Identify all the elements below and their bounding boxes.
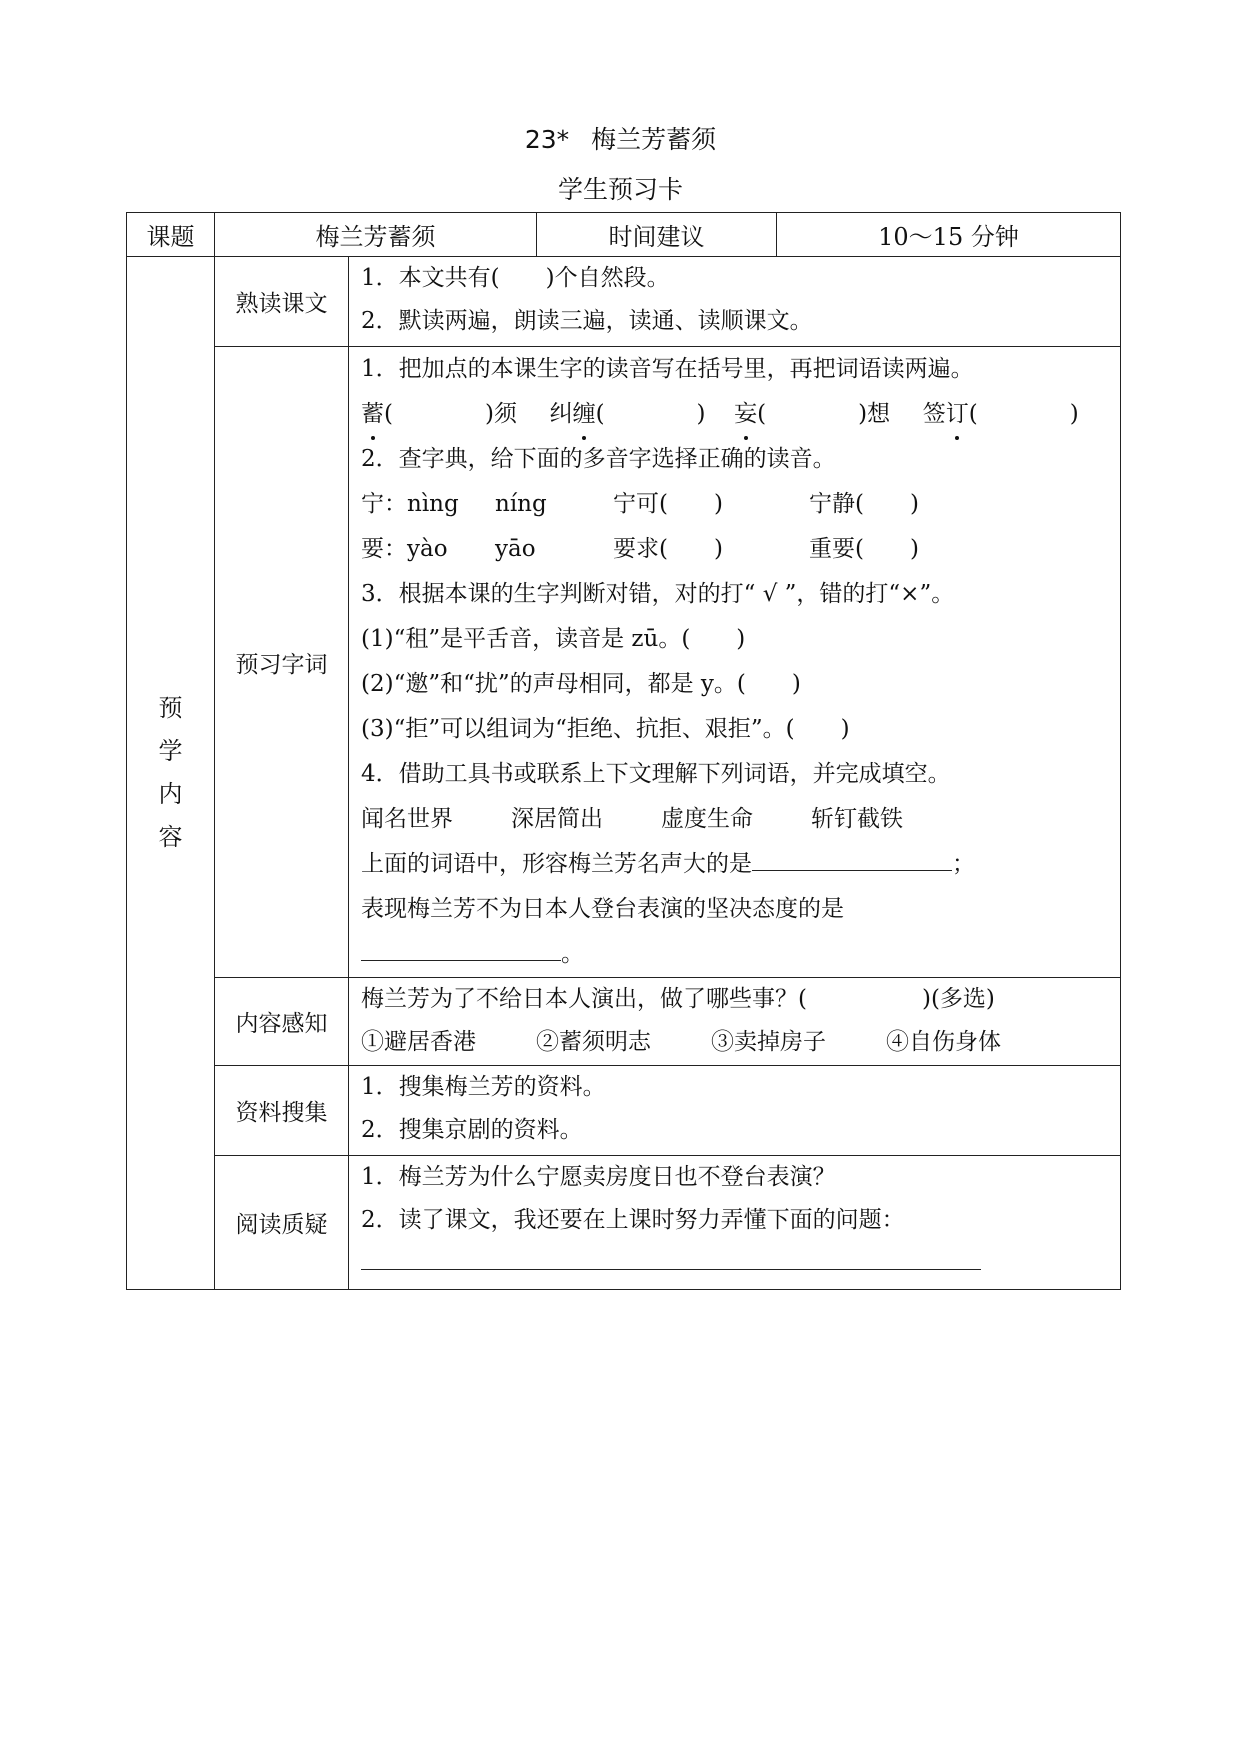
polyphone-word: 宁静( ) [809, 491, 919, 517]
polyphone-char: 要：yào [361, 536, 448, 562]
section-neirong [127, 978, 1121, 1066]
text-line: 1．梅兰芳为什么宁愿卖房度日也不登台表演？ [361, 1164, 836, 1190]
section-label-shudu: 熟读课文 [215, 257, 349, 347]
polyphone-word: 宁可( ) [613, 491, 723, 517]
text-line: 1．搜集梅兰芳的资料。 [361, 1074, 606, 1100]
fill-prompt: 表现梅兰芳不为日本人登台表演的坚决态度的是 [361, 896, 844, 922]
lesson-name: 梅兰芳蓄须 [591, 125, 717, 154]
dotted-words-line [361, 392, 1108, 437]
option: ①避居香港 [361, 1029, 476, 1055]
answer-bracket: ( )想 [757, 401, 891, 427]
answer-blank[interactable] [361, 938, 561, 961]
section-shudu [127, 257, 1121, 347]
polyphone-char: 宁：nìng [361, 491, 459, 517]
time-value: 10～15 分钟 [777, 213, 1121, 257]
vocab-word: 闻名世界 [361, 806, 453, 832]
answer-blank[interactable] [361, 1247, 981, 1270]
answer-blank[interactable] [752, 848, 952, 871]
section-content-shudu [349, 257, 1121, 347]
text-line: 2．搜集京剧的资料。 [361, 1117, 583, 1143]
word-char: 签 [922, 401, 946, 427]
side-char: 预 [158, 694, 183, 722]
text-line: 2．默读两遍，朗读三遍，读通、读顺课文。 [361, 308, 813, 334]
dotted-char: 妄 [734, 392, 757, 437]
side-label [127, 257, 215, 1290]
option: ④自伤身体 [886, 1029, 1001, 1055]
question-line: 3．根据本课的生字判断对错，对的打“ √ ”，错的打“×”。 [361, 581, 955, 607]
section-content-neirong [349, 978, 1121, 1066]
polyphone-line [361, 527, 1108, 572]
section-label-ziliao: 资料搜集 [215, 1066, 349, 1156]
section-label-yuxi: 预习字词 [215, 347, 349, 978]
judge-item: (3)“拒”可以组词为“拒绝、抗拒、艰拒”。( ) [361, 716, 850, 742]
lesson-title [0, 120, 1241, 156]
section-content-yuxi [349, 347, 1121, 978]
vocab-word: 深居简出 [511, 806, 603, 832]
answer-bracket: ( ) [968, 401, 1079, 427]
dotted-char: 订 [946, 392, 969, 437]
polyphone-alt: níng [495, 491, 547, 517]
side-char: 容 [158, 823, 183, 851]
judge-item: (2)“邀”和“扰”的声母相同，都是 y。( ) [361, 671, 801, 697]
polyphone-word: 要求( ) [613, 536, 723, 562]
side-char: 学 [158, 737, 183, 765]
topic-value: 梅兰芳蓄须 [215, 213, 537, 257]
polyphone-line [361, 482, 1108, 527]
answer-bracket: ( )须 [384, 401, 517, 427]
vocab-word: 虚度生命 [661, 806, 753, 832]
section-yuedu [127, 1156, 1121, 1290]
section-content-ziliao [349, 1066, 1121, 1156]
word-char: 纠 [549, 401, 573, 427]
section-label-neirong: 内容感知 [215, 978, 349, 1066]
fill-end: 。 [561, 941, 584, 967]
text-line: 1．本文共有( )个自然段。 [361, 265, 670, 291]
answer-bracket: ( ) [595, 401, 706, 427]
preview-card-table [126, 212, 1121, 1290]
time-label: 时间建议 [537, 213, 777, 257]
lesson-number: 23* [524, 125, 570, 154]
option: ②蓄须明志 [536, 1029, 651, 1055]
section-yuxi [127, 347, 1121, 978]
fill-prompt: 上面的词语中，形容梅兰芳名声大的是 [361, 851, 752, 877]
polyphone-word: 重要( ) [809, 536, 919, 562]
card-subtitle: 学生预习卡 [557, 175, 683, 204]
side-char: 内 [158, 780, 183, 808]
vocab-line [361, 797, 1108, 842]
question-line: 1．把加点的本课生字的读音写在括号里，再把词语读两遍。 [361, 356, 974, 382]
judge-item: (1)“租”是平舌音，读音是 zū。( ) [361, 626, 746, 652]
section-content-yuedu [349, 1156, 1121, 1290]
topic-label: 课题 [127, 213, 215, 257]
answer-line-row [361, 1242, 1108, 1285]
dotted-char: 蓄 [361, 392, 384, 437]
header-row [127, 213, 1121, 257]
question-line: 4．借助工具书或联系上下文理解下列词语，并完成填空。 [361, 761, 951, 787]
fill-line [361, 842, 1108, 887]
question-line: 2．查字典，给下面的多音字选择正确的读音。 [361, 446, 836, 472]
section-ziliao [127, 1066, 1121, 1156]
options-line [361, 1021, 1108, 1064]
fill-end: ； [952, 851, 975, 877]
section-label-yuedu: 阅读质疑 [215, 1156, 349, 1290]
vocab-word: 斩钉截铁 [811, 806, 903, 832]
fill-line [361, 932, 1108, 977]
text-line: 2．读了课文，我还要在上课时努力弄懂下面的问题： [361, 1207, 905, 1233]
option: ③卖掉房子 [711, 1029, 826, 1055]
polyphone-alt: yāo [495, 536, 536, 562]
dotted-char: 缠 [573, 392, 596, 437]
question-line: 梅兰芳为了不给日本人演出，做了哪些事？( )(多选) [361, 986, 995, 1012]
